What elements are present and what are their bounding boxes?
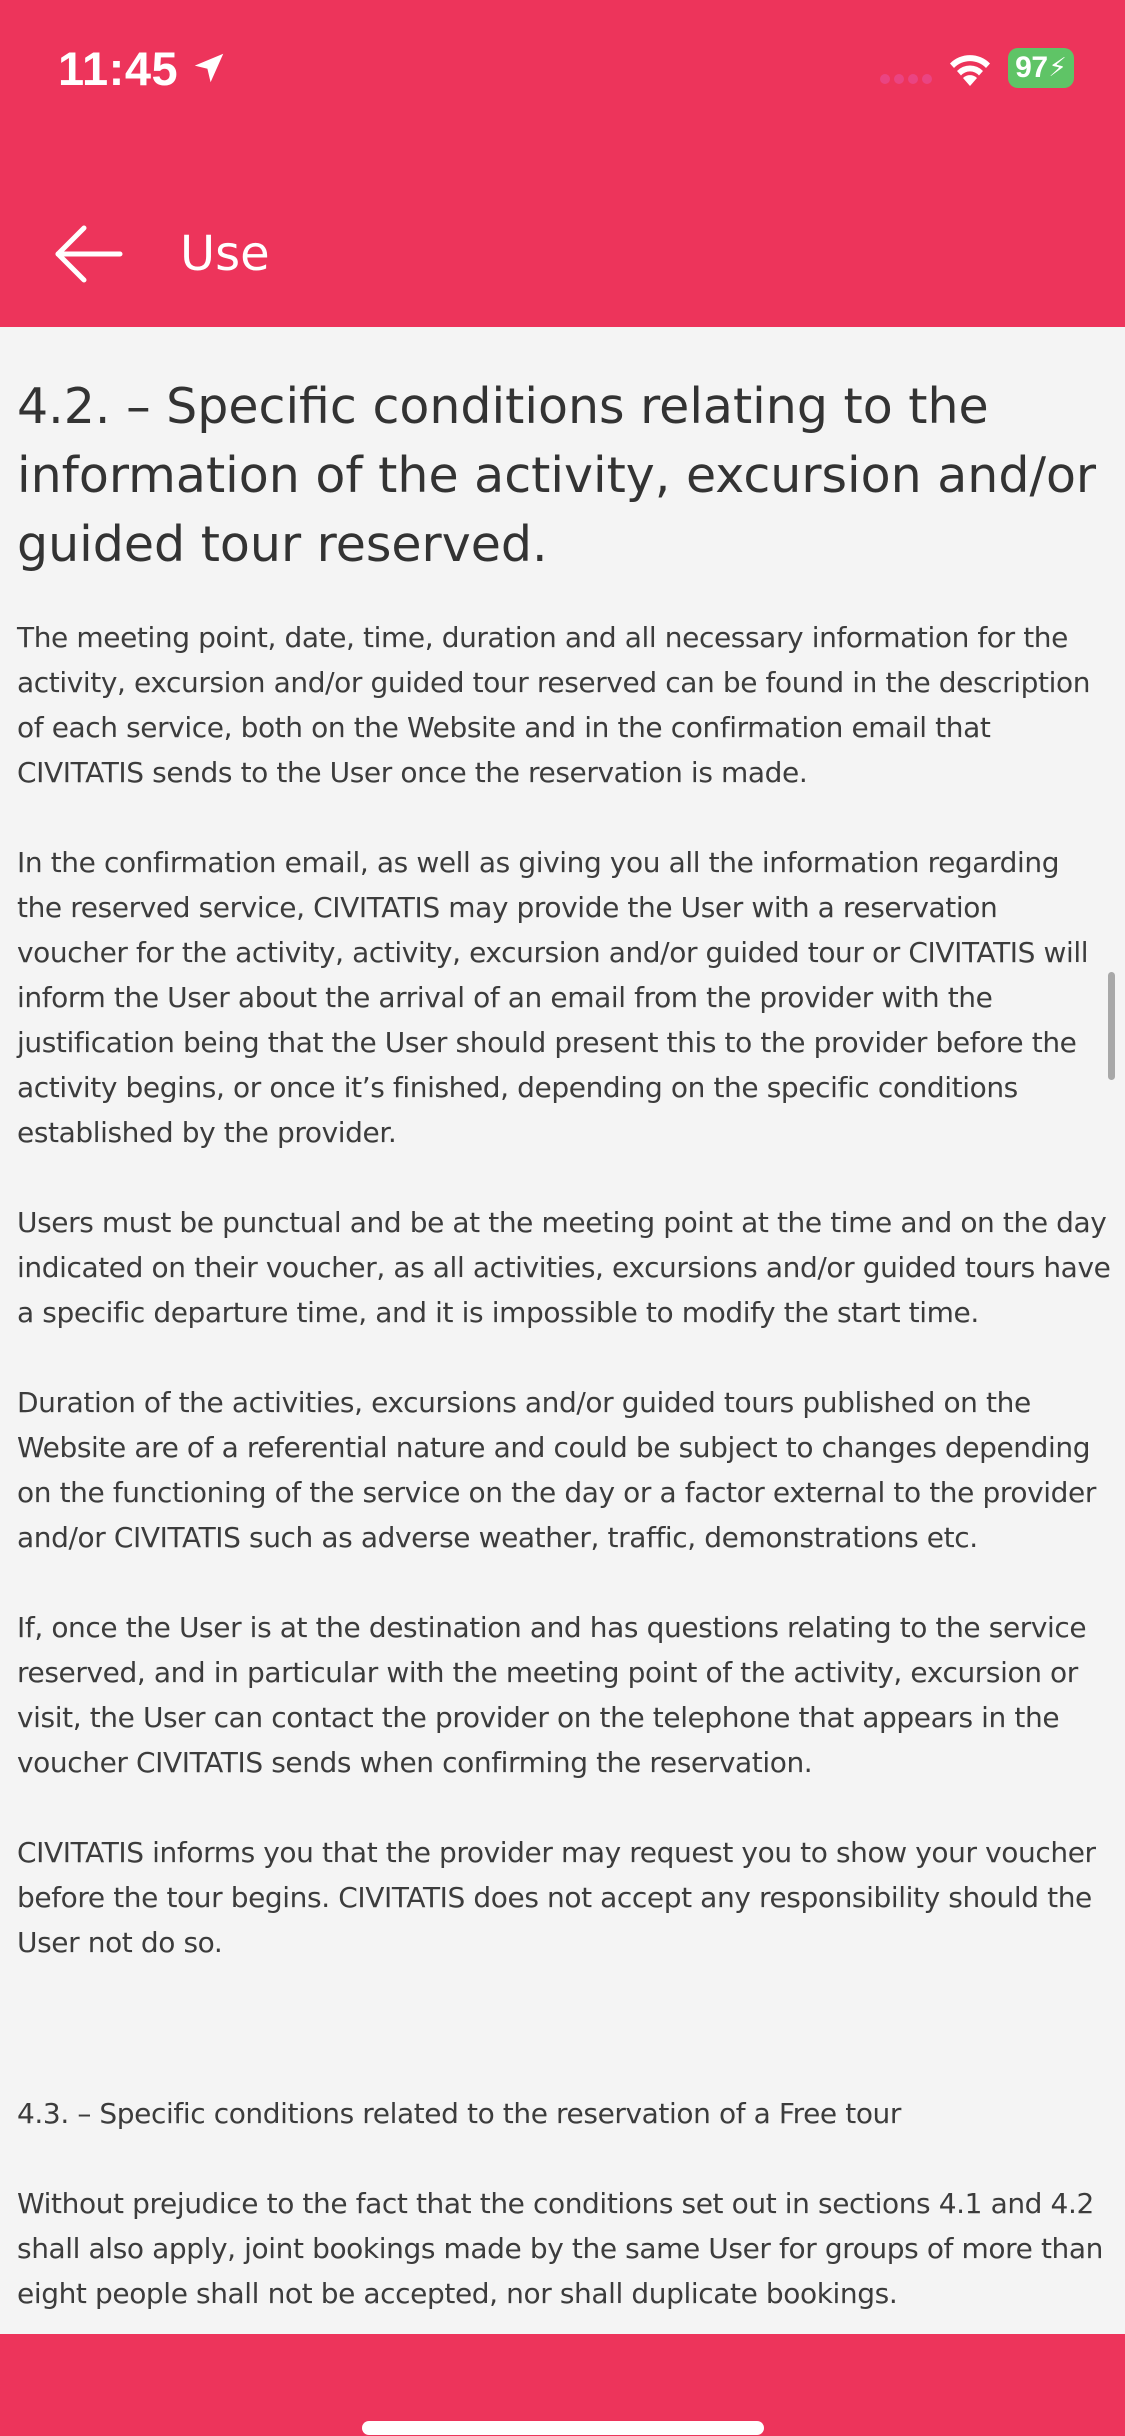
paragraph-duration: Duration of the activities, excursions and/or guided tours published on the Website are of a referential nature and could be subject to changes depending on the functioning of the service on the day or a factor external to the provider and/or CIVITATIS such as adverse weather, traffic, demonstrations etc. (17, 1386, 1096, 1554)
back-button[interactable] (50, 222, 130, 286)
page-title: Use (180, 226, 270, 282)
paragraph-questions: If, once the User is at the destination and has questions relating to the service reserved, and in particular with the meeting point of the activity, excursion or visit, the User can contact the provider on the telephone that appears in the voucher CIVITATIS sends when confirming the reservation. (17, 1611, 1087, 1779)
paragraph-punctuality: Users must be punctual and be at the meeting point at the time and on the day indicated on their voucher, as all activities, excursions and/or guided tours have a specific departure time, and it is impossible to modify the start time. (17, 1206, 1111, 1329)
scrollbar[interactable] (1108, 972, 1115, 1080)
toolbar (0, 200, 1125, 320)
app-header (0, 0, 1125, 327)
home-indicator[interactable] (362, 2421, 764, 2435)
subsection-heading: 4.3. – Specific conditions related to the reservation of a Free tour (17, 2097, 902, 2130)
section-heading: 4.2. – Specific conditions relating to the information of the activity, excursion and/or guided tour reserved. (17, 378, 1097, 573)
location-arrow-icon (190, 49, 228, 87)
battery-level: 97 (1015, 51, 1048, 84)
terms-content (17, 327, 1112, 2334)
arrow-left-icon (50, 222, 130, 286)
paragraph-meeting-point: The meeting point, date, time, duration and all necessary information for the activity, excursion and/or guided tour reserved can be found in the description of each service, both on the Website and in the confirmation email that CIVITATIS sends to the User once the reservation is made. (17, 621, 1091, 789)
paragraph-voucher: CIVITATIS informs you that the provider may request you to show your voucher before the tour begins. CIVITATIS does not accept any responsibility should the User not do so. (17, 1836, 1096, 1959)
wifi-icon (946, 48, 994, 88)
status-time: 11:45 (58, 41, 179, 95)
cellular-signal-icon (878, 72, 934, 86)
battery-indicator (1008, 48, 1074, 88)
charging-bolt-icon: ⚡ (1048, 53, 1067, 83)
paragraph-confirmation-email: In the confirmation email, as well as giving you all the information regarding the reserved service, CIVITATIS may provide the User with a reservation voucher for the activity, activity, excursion and/or guided tour or CIVITATIS will inform the User about the arrival of an email from the provider with the justification being that the User should present this to the provider before the activity begins, or once it’s finished, depending on the specific conditions established by the provider. (17, 846, 1089, 1149)
status-bar (0, 0, 1125, 140)
paragraph-free-tour: Without prejudice to the fact that the conditions set out in sections 4.1 and 4.2 shall also apply, joint bookings made by the same User for groups of more than eight people shall not be accepted, nor shall duplicate bookings. (17, 2187, 1103, 2310)
terms-content-scroll[interactable] (0, 327, 1125, 2334)
status-time-group (58, 38, 228, 98)
